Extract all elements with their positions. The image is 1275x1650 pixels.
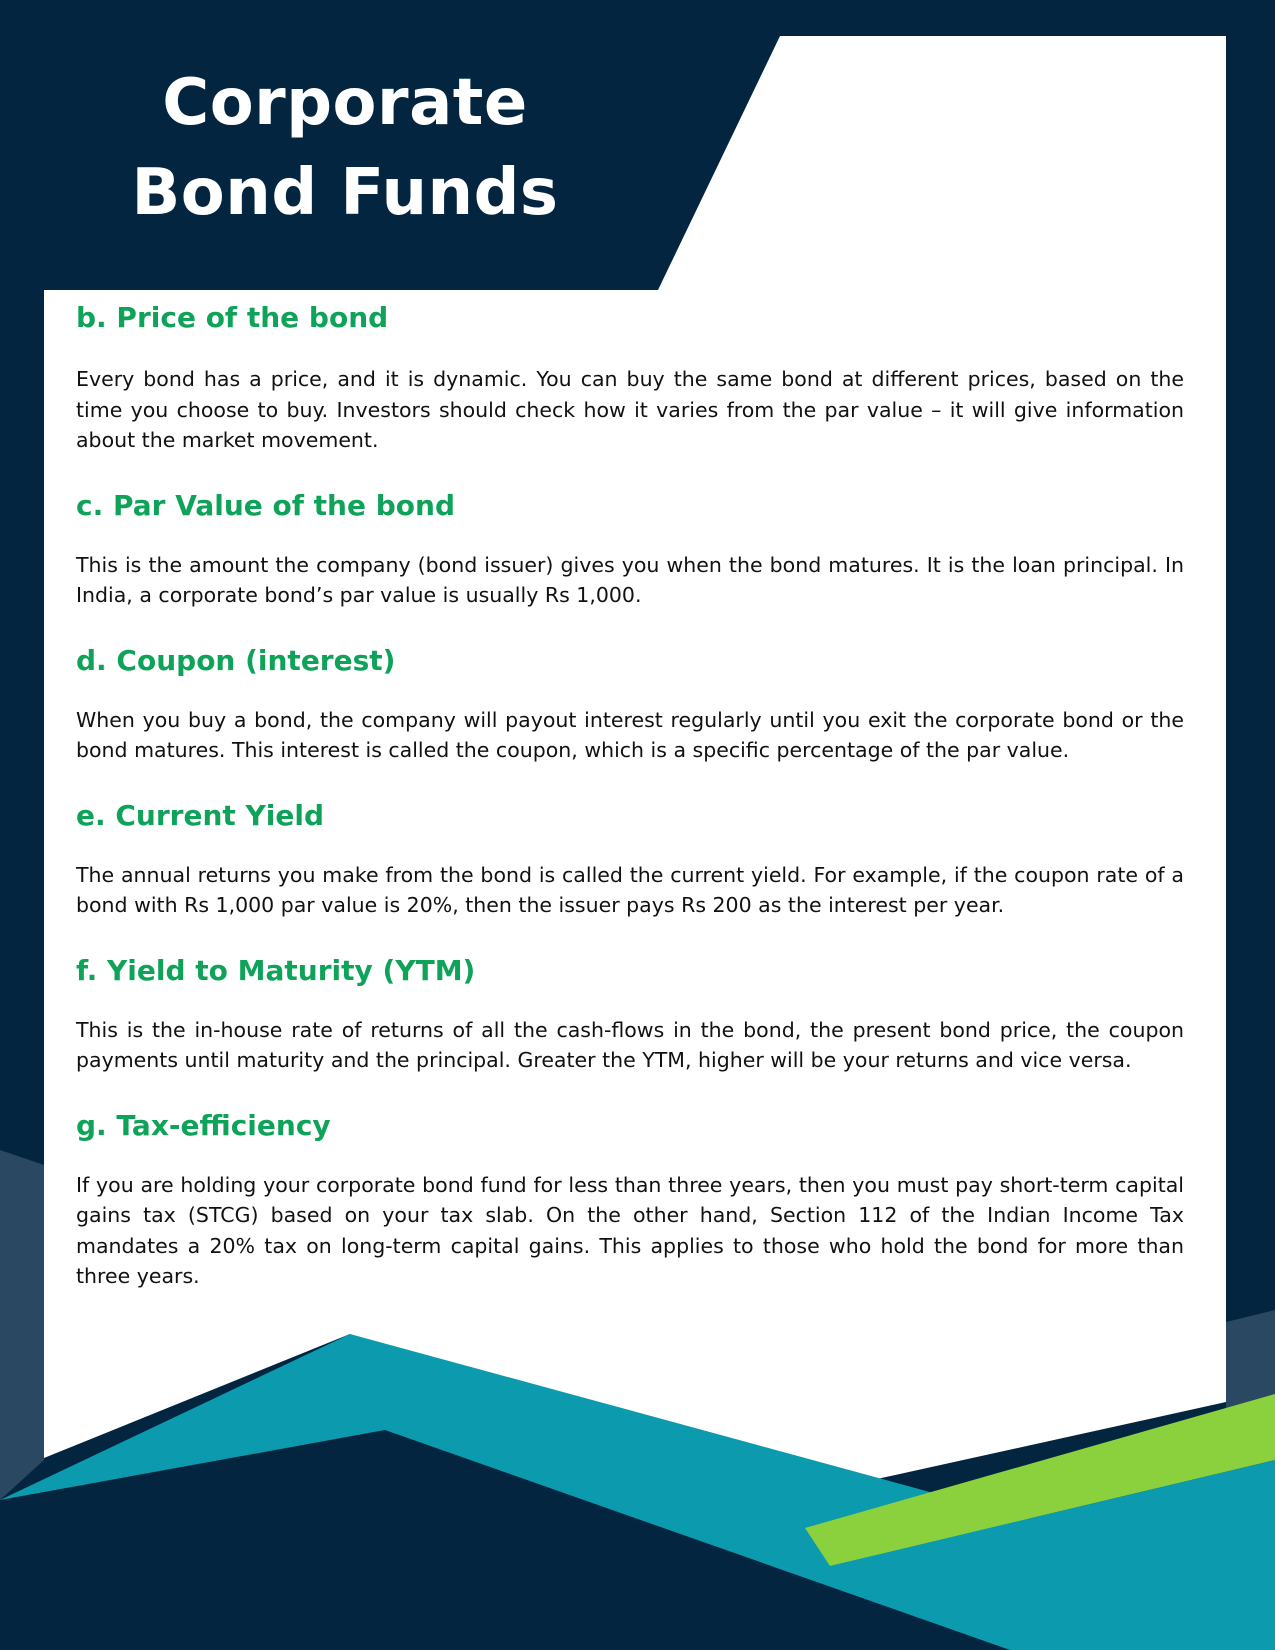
section-body: This is the amount the company (bond issuer) gives you when the bond matures. It is the loan principal. In India, a corporate bond’s par value is usually Rs 1,000. [76,552,1184,607]
section-heading: e. Current Yield [76,798,325,832]
section-current-yield [76,794,1184,921]
section-tax-efficiency [76,1104,1184,1292]
section-body: Every bond has a price, and it is dynamic. You can buy the same bond at different prices, based on the time you choose to buy. Investors should check how it varies from the par value – it will give information about the market movement. [76,367,1184,452]
section-body: If you are holding your corporate bond fund for less than three years, then you must pay short-term capital gains tax (STCG) based on your tax slab. On the other hand, Section 112 of the Indian Income Tax mandates a 20% tax on long-term capital gains. This applies to those who hold the bond for more than three years. [76,1172,1184,1288]
section-price-of-bond [76,296,1184,456]
section-par-value [76,484,1184,611]
section-coupon [76,639,1184,766]
section-body: When you buy a bond, the company will payout interest regularly until you exit the corporate bond or the bond matures. This interest is called the coupon, which is a specific percentage of the par value. [76,707,1184,762]
section-body: The annual returns you make from the bond is called the current yield. For example, if the coupon rate of a bond with Rs 1,000 par value is 20%, then the issuer pays Rs 200 as the interest per year. [76,862,1184,917]
section-yield-to-maturity [76,949,1184,1076]
page-title: Corporate Bond Funds [131,66,559,230]
section-heading: f. Yield to Maturity (YTM) [76,953,476,987]
section-heading: g. Tax-efficiency [76,1108,331,1142]
section-heading: b. Price of the bond [76,301,389,334]
section-heading: c. Par Value of the bond [76,488,455,522]
slate-left-wedge [0,1150,44,1500]
content-column [76,296,1184,1292]
section-body: This is the in-house rate of returns of all the cash-flows in the bond, the present bond price, the coupon payments until maturity and the principal. Greater the YTM, higher will be your returns and vice versa. [76,1017,1184,1072]
section-heading: d. Coupon (interest) [76,643,396,677]
